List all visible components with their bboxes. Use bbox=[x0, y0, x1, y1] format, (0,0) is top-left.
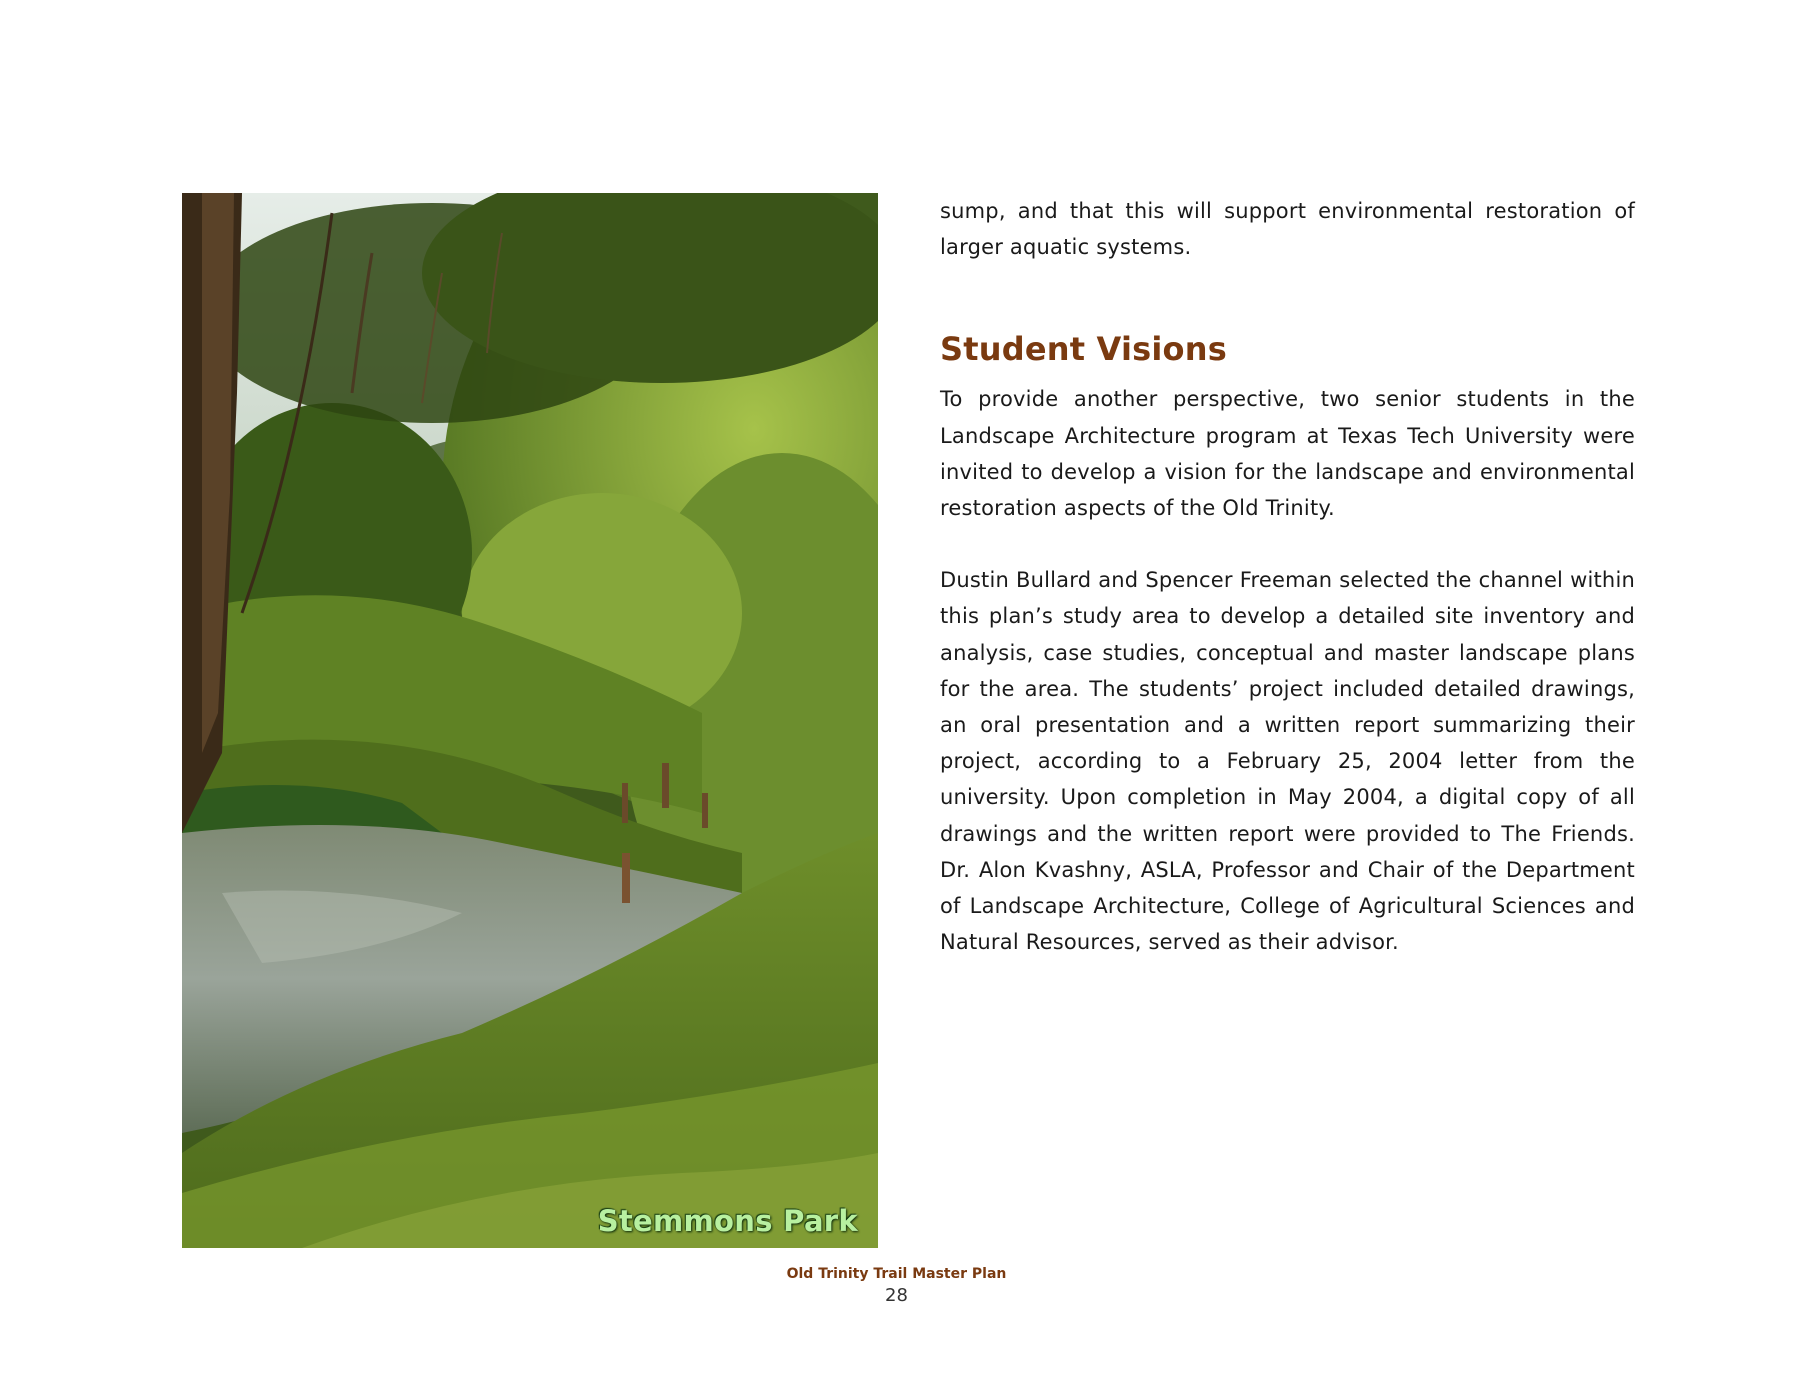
creek-landscape-image bbox=[182, 193, 878, 1248]
body-paragraph-2: Dustin Bullard and Spencer Freeman selected the channel within this plan’s study area to develop a detailed site inventory and analysis, case studies, conceptual and master landscape plans for the area. The students’ project included detailed drawings, an oral presentation and a written report summarizing their project, according to a February 25, 2004 letter from the university. Upon completion in May 2004, a digital copy of all drawings and the written report were provided to The Friends. Dr. Alon Kvashny, ASLA, Professor and Chair of the Department of Landscape Architecture, College of Agricultural Sciences and Natural Resources, served as their advisor. bbox=[940, 568, 1635, 955]
section-heading: Student Visions bbox=[940, 330, 1227, 369]
stemmons-park-photo bbox=[182, 193, 878, 1248]
photo-caption: Stemmons Park bbox=[597, 1204, 858, 1238]
page-number: 28 bbox=[885, 1285, 908, 1306]
body-paragraph-1: To provide another perspective, two senior students in the Landscape Architecture program at Texas Tech University were invited to develop a vision for the landscape and environmental restoration aspects of the Old Trinity. bbox=[940, 387, 1635, 521]
text-column bbox=[940, 193, 1635, 960]
continued-paragraph: sump, and that this will support environmental restoration of larger aquatic systems. bbox=[940, 199, 1635, 260]
footer-document-title: Old Trinity Trail Master Plan bbox=[786, 1266, 1007, 1282]
